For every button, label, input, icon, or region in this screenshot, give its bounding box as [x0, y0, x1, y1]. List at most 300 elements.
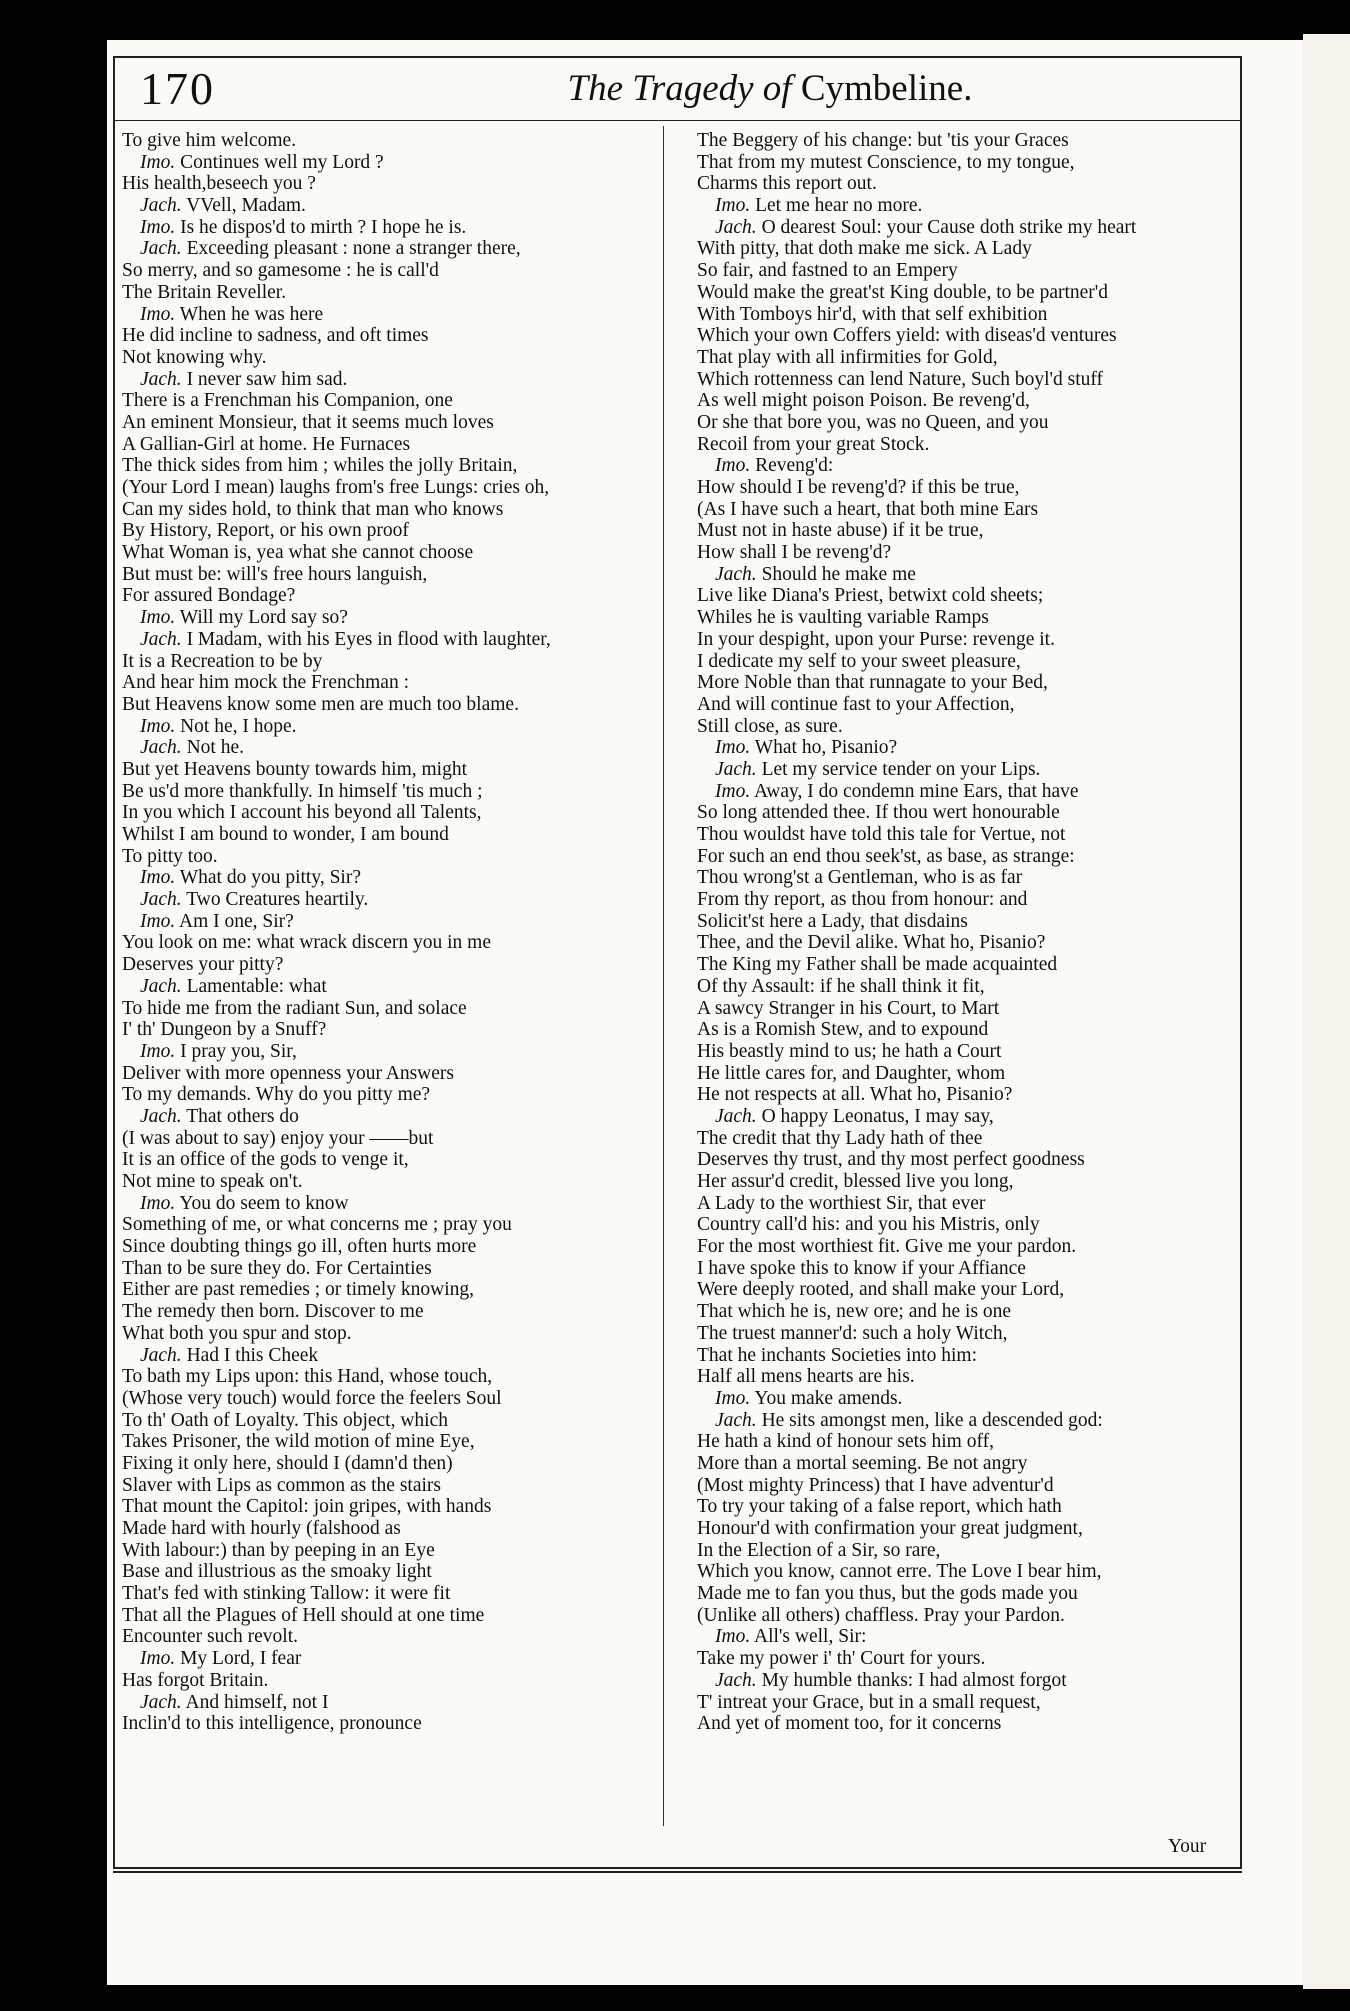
line-text: To hide me from the radiant Sun, and solace	[122, 997, 467, 1019]
line-text: Reveng'd:	[750, 455, 834, 477]
text-line	[122, 1171, 682, 1193]
text-line	[122, 1366, 682, 1388]
line-text: His health,beseech you ?	[122, 173, 316, 195]
text-line	[122, 846, 682, 868]
line-text: Will my Lord say so?	[175, 607, 348, 629]
line-text: How should I be reveng'd? if this be true,	[697, 477, 1020, 498]
line-text: Has forgot Britain.	[122, 1669, 269, 1691]
text-line	[697, 846, 1242, 868]
line-text: With pitty, that doth make me sick. A Lady	[697, 238, 1032, 260]
text-line	[697, 1106, 1242, 1128]
speaker-name: Jach.	[140, 889, 182, 911]
line-text: With labour:) than by peeping in an Eye	[122, 1539, 435, 1561]
speaker-name: Jach.	[715, 216, 757, 238]
line-text: Something of me, or what concerns me ; pray you	[122, 1214, 512, 1236]
text-line	[122, 542, 682, 564]
line-text: That from my mutest Conscience, to my tongue,	[697, 151, 1075, 173]
catchword: Your	[1168, 1836, 1207, 1857]
text-line	[697, 1366, 1242, 1388]
line-text: Inclin'd to this intelligence, pronounce	[122, 1713, 422, 1735]
text-line	[697, 1540, 1242, 1562]
speaker-name: Jach.	[715, 563, 757, 585]
line-text: Whilst I am bound to wonder, I am bound	[122, 824, 449, 845]
text-line	[122, 1410, 682, 1432]
text-line	[122, 347, 682, 369]
text-line	[697, 152, 1242, 174]
page-number: 170	[140, 63, 215, 114]
text-line	[122, 520, 682, 542]
line-text: Should he make me	[756, 563, 916, 585]
line-text: Exceeding pleasant : none a stranger there,	[181, 238, 521, 260]
line-text: That others do	[181, 1105, 299, 1127]
speaker-name: Jach.	[715, 1409, 757, 1431]
text-line	[122, 1540, 682, 1562]
speaker-name: Imo.	[715, 737, 751, 759]
line-text: I' th' Dungeon by a Snuff?	[122, 1019, 327, 1041]
line-text: You make amends.	[750, 1387, 903, 1409]
text-line	[697, 1345, 1242, 1367]
text-line	[697, 1323, 1242, 1345]
speaker-name: Jach.	[140, 238, 182, 260]
line-text: He sits amongst men, like a descended god:	[756, 1409, 1103, 1431]
line-text: Country call'd his: and you his Mistris, only	[697, 1214, 1040, 1236]
text-line	[122, 1583, 682, 1605]
line-text: Which rottenness can lend Nature, Such boyl'd stuff	[697, 368, 1104, 390]
speaker-name: Jach.	[715, 758, 757, 780]
text-line	[122, 1648, 682, 1670]
text-line	[122, 802, 682, 824]
line-text: How shall I be reveng'd?	[697, 542, 892, 564]
line-text: By History, Report, or his own proof	[122, 520, 409, 542]
line-text: Deliver with more openness your Answers	[122, 1062, 454, 1084]
text-line	[697, 802, 1242, 824]
line-text: Let my service tender on your Lips.	[756, 758, 1041, 780]
text-line	[122, 1345, 682, 1367]
text-line	[697, 1258, 1242, 1280]
left-text-column	[122, 130, 682, 1735]
text-line	[697, 1041, 1242, 1063]
text-line	[697, 1453, 1242, 1475]
line-text: His beastly mind to us; he hath a Court	[697, 1040, 1002, 1062]
line-text: Either are past remedies ; or timely knowing,	[122, 1279, 474, 1301]
text-line	[697, 824, 1242, 846]
speaker-name: Imo.	[715, 455, 751, 477]
line-text: O dearest Soul: your Cause doth strike my heart	[756, 216, 1137, 238]
line-text: Made hard with hourly (falshood as	[122, 1518, 401, 1539]
text-line	[122, 217, 682, 239]
line-text: Thou wouldst have told this tale for Vertue, not	[697, 824, 1066, 845]
text-line	[122, 976, 682, 998]
text-line	[122, 238, 682, 260]
line-text: My Lord, I fear	[175, 1648, 302, 1670]
line-text: A Gallian-Girl at home. He Furnaces	[122, 433, 411, 455]
text-line	[697, 1561, 1242, 1583]
text-line	[122, 889, 682, 911]
line-text: It is a Recreation to be by	[122, 650, 323, 672]
line-text: The Britain Reveller.	[122, 281, 287, 303]
line-text: As well might poison Poison. Be reveng'd,	[697, 390, 1030, 412]
text-line	[122, 781, 682, 803]
text-line	[122, 477, 682, 499]
text-line	[122, 564, 682, 586]
line-text: He little cares for, and Daughter, whom	[697, 1062, 1006, 1084]
line-text: Had I this Cheek	[181, 1344, 319, 1366]
speaker-name: Jach.	[715, 1105, 757, 1127]
line-text: (As I have such a heart, that both mine Ears	[697, 498, 1039, 520]
speaker-name: Jach.	[140, 1691, 182, 1713]
line-text: Deserves thy trust, and thy most perfect goodness	[697, 1149, 1085, 1171]
line-text: Fixing it only here, should I (damn'd then)	[122, 1452, 453, 1474]
line-text: Not knowing why.	[122, 346, 267, 368]
speaker-name: Imo.	[140, 151, 176, 173]
text-line	[122, 607, 682, 629]
line-text: Honour'd with confirmation your great judgment,	[697, 1518, 1083, 1539]
line-text: More Noble than that runnagate to your Bed,	[697, 672, 1048, 694]
line-text: Half all mens hearts are his.	[697, 1366, 915, 1388]
line-text: Lamentable: what	[181, 975, 327, 997]
text-line	[697, 434, 1242, 456]
line-text: Whiles he is vaulting variable Ramps	[697, 607, 989, 629]
line-text: So long attended thee. If thou wert honourable	[697, 802, 1060, 824]
text-line	[697, 1388, 1242, 1410]
line-text: O happy Leonatus, I may say,	[756, 1105, 994, 1127]
text-line	[697, 304, 1242, 326]
text-line	[697, 1410, 1242, 1432]
speaker-name: Jach.	[140, 1344, 182, 1366]
line-text: (Your Lord I mean) laughs from's free Lungs: cries oh,	[122, 477, 550, 498]
text-line	[122, 260, 682, 282]
line-text: Which you know, cannot erre. The Love I bear him,	[697, 1561, 1102, 1583]
line-text: For the most worthiest fit. Give me your pardon.	[697, 1236, 1077, 1258]
text-line	[122, 911, 682, 933]
running-title-prefix: The Tragedy of	[567, 68, 801, 109]
text-line	[697, 1670, 1242, 1692]
line-text: Thee, and the Devil alike. What ho, Pisanio?	[697, 932, 1046, 954]
text-line	[122, 1301, 682, 1323]
text-line	[122, 434, 682, 456]
text-line	[697, 499, 1242, 521]
text-line	[122, 651, 682, 673]
text-line	[697, 1128, 1242, 1150]
bottom-rule	[113, 1871, 1242, 1873]
line-text: Let me hear no more.	[750, 195, 923, 217]
line-text: But must be: will's free hours languish,	[122, 563, 428, 585]
text-line	[122, 1214, 682, 1236]
line-text: In you which I account his beyond all Talents,	[122, 802, 482, 824]
line-text: Of thy Assault: if he shall think it fit,	[697, 975, 985, 997]
line-text: He did incline to sadness, and oft times	[122, 325, 429, 347]
line-text: My humble thanks: I had almost forgot	[756, 1669, 1067, 1691]
line-text: What both you spur and stop.	[122, 1322, 352, 1344]
text-line	[697, 737, 1242, 759]
text-line	[122, 282, 682, 304]
text-line	[122, 1323, 682, 1345]
text-line	[122, 173, 682, 195]
speaker-name: Jach.	[140, 1105, 182, 1127]
speaker-name: Jach.	[715, 1669, 757, 1691]
text-line	[697, 911, 1242, 933]
line-text: That he inchants Societies into him:	[697, 1344, 977, 1366]
line-text: Recoil from your great Stock.	[697, 433, 930, 455]
line-text: I never saw him sad.	[181, 368, 348, 390]
header-rule	[113, 120, 1242, 121]
speaker-name: Imo.	[715, 780, 751, 802]
text-line	[122, 716, 682, 738]
text-line	[122, 1236, 682, 1258]
text-line	[697, 1019, 1242, 1041]
line-text: So merry, and so gamesome : he is call'd	[122, 260, 439, 282]
line-text: The credit that thy Lady hath of thee	[697, 1127, 983, 1149]
text-line	[697, 867, 1242, 889]
speaker-name: Jach.	[140, 737, 182, 759]
line-text: And will continue fast to your Affection,	[697, 693, 1015, 715]
line-text: Takes Prisoner, the wild motion of mine Eye,	[122, 1431, 475, 1453]
line-text: He hath a kind of honour sets him off,	[697, 1431, 994, 1453]
text-line	[697, 998, 1242, 1020]
line-text: Were deeply rooted, and shall make your Lord,	[697, 1279, 1065, 1301]
line-text: Can my sides hold, to think that man who knows	[122, 498, 504, 520]
line-text: But Heavens know some men are much too blame.	[122, 693, 519, 715]
text-line	[122, 1149, 682, 1171]
text-line	[122, 824, 682, 846]
line-text: Not mine to speak on't.	[122, 1171, 303, 1192]
text-line	[697, 130, 1242, 152]
speaker-name: Imo.	[140, 303, 176, 325]
line-text: It is an office of the gods to venge it,	[122, 1149, 409, 1171]
line-text: To bath my Lips upon: this Hand, whose touch,	[122, 1366, 493, 1388]
line-text: In your despight, upon your Purse: revenge it.	[697, 628, 1055, 650]
line-text: All's well, Sir:	[750, 1626, 867, 1648]
text-line	[697, 694, 1242, 716]
line-text: The thick sides from him ; whiles the jolly Britain,	[122, 455, 518, 477]
text-line	[122, 1626, 682, 1648]
text-line	[122, 1258, 682, 1280]
line-text: To try your taking of a false report, which hath	[697, 1496, 1062, 1518]
text-line	[697, 260, 1242, 282]
line-text: Deserves your pitty?	[122, 954, 284, 976]
text-line	[697, 217, 1242, 239]
speaker-name: Imo.	[140, 1648, 176, 1670]
text-line	[122, 694, 682, 716]
text-line	[122, 1019, 682, 1041]
line-text: Continues well my Lord ?	[175, 151, 384, 173]
text-line	[697, 672, 1242, 694]
line-text: The King my Father shall be made acquainted	[697, 954, 1058, 976]
text-line	[122, 954, 682, 976]
speaker-name: Imo.	[140, 910, 176, 932]
line-text: A sawcy Stranger in his Court, to Mart	[697, 997, 1000, 1019]
line-text: For assured Bondage?	[122, 585, 296, 607]
text-line	[697, 1301, 1242, 1323]
text-line	[122, 629, 682, 651]
line-text: Thou wrong'st a Gentleman, who is as far	[697, 867, 1023, 889]
text-line	[697, 1279, 1242, 1301]
line-text: Made me to fan you thus, but the gods made you	[697, 1583, 1078, 1605]
text-line	[697, 629, 1242, 651]
text-line	[122, 1475, 682, 1497]
text-line	[122, 1128, 682, 1150]
line-text: To pitty too.	[122, 845, 218, 867]
line-text: T' intreat your Grace, but in a small request,	[697, 1691, 1041, 1713]
text-line	[697, 369, 1242, 391]
speaker-name: Imo.	[140, 1192, 176, 1214]
line-text: As is a Romish Stew, and to expound	[697, 1019, 989, 1041]
text-line	[697, 455, 1242, 477]
text-line	[122, 130, 682, 152]
line-text: He not respects at all. What ho, Pisanio?	[697, 1084, 1013, 1106]
line-text: A Lady to the worthiest Sir, that ever	[697, 1192, 986, 1214]
line-text: And yet of moment too, for it concerns	[697, 1713, 1002, 1735]
line-text: VVell, Madam.	[181, 195, 306, 217]
line-text: Two Creatures heartily.	[181, 889, 369, 911]
speaker-name: Jach.	[140, 975, 182, 997]
text-line	[697, 238, 1242, 260]
line-text: Not he.	[181, 737, 244, 759]
text-line	[122, 499, 682, 521]
line-text: I have spoke this to know if your Affiance	[697, 1257, 1026, 1279]
text-line	[122, 1193, 682, 1215]
facing-page-edge	[1303, 34, 1350, 1989]
line-text: In the Election of a Sir, so rare,	[697, 1539, 941, 1561]
text-line	[122, 325, 682, 347]
text-line	[697, 1692, 1242, 1714]
line-text: (Most mighty Princess) that I have adventur'd	[697, 1474, 1054, 1496]
line-text: What do you pitty, Sir?	[175, 867, 361, 889]
line-text: What Woman is, yea what she cannot choose	[122, 542, 474, 564]
line-text: Charms this report out.	[697, 173, 877, 195]
text-line	[697, 1626, 1242, 1648]
line-text: (Unlike all others) chaffless. Pray your Pardon.	[697, 1604, 1065, 1626]
line-text: Take my power i' th' Court for yours.	[697, 1648, 986, 1670]
line-text: With Tomboys hir'd, with that self exhibition	[697, 303, 1048, 325]
text-line	[697, 195, 1242, 217]
line-text: To my demands. Why do you pitty me?	[122, 1084, 431, 1106]
speaker-name: Jach.	[140, 628, 182, 650]
line-text: You look on me: what wrack discern you in me	[122, 932, 492, 954]
text-line	[122, 998, 682, 1020]
line-text: Base and illustrious as the smoaky light	[122, 1561, 432, 1583]
line-text: Since doubting things go ill, often hurts more	[122, 1236, 477, 1258]
text-line	[697, 1605, 1242, 1627]
text-line	[697, 325, 1242, 347]
text-line	[122, 1279, 682, 1301]
text-line	[122, 737, 682, 759]
speaker-name: Imo.	[140, 715, 176, 737]
line-text: That play with all infirmities for Gold,	[697, 346, 998, 368]
text-line	[122, 1692, 682, 1714]
text-line	[122, 195, 682, 217]
text-line	[697, 889, 1242, 911]
line-text: For such an end thou seek'st, as base, as strange:	[697, 845, 1075, 867]
line-text: There is a Frenchman his Companion, one	[122, 390, 453, 412]
text-line	[697, 932, 1242, 954]
text-line	[697, 781, 1242, 803]
speaker-name: Imo.	[715, 1387, 751, 1409]
text-line	[697, 173, 1242, 195]
text-line	[122, 412, 682, 434]
line-text: I pray you, Sir,	[175, 1040, 297, 1062]
line-text: And hear him mock the Frenchman :	[122, 672, 410, 694]
line-text: The Beggery of his change: but 'tis your Graces	[697, 130, 1069, 151]
text-line	[122, 867, 682, 889]
text-line	[122, 369, 682, 391]
running-title	[490, 64, 1050, 114]
text-line	[122, 1063, 682, 1085]
text-line	[122, 932, 682, 954]
line-text: Live like Diana's Priest, betwixt cold sheets;	[697, 585, 1044, 607]
line-text: Encounter such revolt.	[122, 1626, 298, 1648]
text-line	[122, 1605, 682, 1627]
text-line	[697, 282, 1242, 304]
line-text: But yet Heavens bounty towards him, might	[122, 758, 468, 780]
line-text: That mount the Capitol: join gripes, with hands	[122, 1496, 492, 1518]
line-text: The remedy then born. Discover to me	[122, 1301, 424, 1323]
line-text: From thy report, as thou from honour: and	[697, 889, 1028, 911]
speaker-name: Imo.	[140, 216, 176, 238]
text-line	[697, 1518, 1242, 1540]
line-text: Slaver with Lips as common as the stairs	[122, 1474, 441, 1496]
line-text: What ho, Pisanio?	[750, 737, 898, 759]
text-line	[122, 1561, 682, 1583]
text-line	[697, 1713, 1242, 1735]
line-text: (I was about to say) enjoy your ——but	[122, 1127, 434, 1149]
line-text: I Madam, with his Eyes in flood with laughter,	[181, 628, 551, 650]
text-line	[122, 304, 682, 326]
right-text-column	[697, 130, 1242, 1735]
line-text: Or she that bore you, was no Queen, and you	[697, 411, 1049, 433]
line-text: Must not in haste abuse) if it be true,	[697, 520, 984, 542]
line-text: That's fed with stinking Tallow: it were fit	[122, 1583, 451, 1605]
text-line	[697, 1084, 1242, 1106]
speaker-name: Imo.	[715, 1626, 751, 1648]
text-line	[697, 390, 1242, 412]
line-text: That all the Plagues of Hell should at one time	[122, 1604, 485, 1626]
text-line	[697, 1171, 1242, 1193]
text-line	[122, 759, 682, 781]
line-text: More than a mortal seeming. Be not angry	[697, 1452, 1028, 1474]
text-line	[122, 1106, 682, 1128]
text-line	[697, 759, 1242, 781]
line-text: So fair, and fastned to an Empery	[697, 260, 958, 282]
text-line	[697, 607, 1242, 629]
line-text: To th' Oath of Loyalty. This object, which	[122, 1409, 449, 1431]
line-text: That which he is, new ore; and he is one	[697, 1301, 1012, 1323]
text-line	[122, 585, 682, 607]
text-line	[697, 1236, 1242, 1258]
line-text: When he was here	[175, 303, 324, 325]
text-line	[697, 520, 1242, 542]
text-line	[697, 1583, 1242, 1605]
text-line	[697, 585, 1242, 607]
text-line	[122, 1713, 682, 1735]
line-text: Not he, I hope.	[175, 715, 297, 737]
text-line	[697, 477, 1242, 499]
line-text: Is he dispos'd to mirth ? I hope he is.	[175, 216, 467, 238]
line-text: To give him welcome.	[122, 130, 297, 151]
text-line	[697, 976, 1242, 998]
line-text: Would make the great'st King double, to be partner'd	[697, 281, 1109, 303]
line-text: (Whose very touch) would force the feelers Soul	[122, 1387, 502, 1409]
line-text: An eminent Monsieur, that it seems much loves	[122, 411, 494, 433]
line-text: Solicit'st here a Lady, that disdains	[697, 910, 968, 932]
line-text: Away, I do condemn mine Ears, that have	[750, 780, 1079, 802]
text-line	[122, 1670, 682, 1692]
text-line	[697, 1063, 1242, 1085]
text-line	[697, 954, 1242, 976]
line-text: You do seem to know	[175, 1192, 349, 1214]
text-line	[122, 390, 682, 412]
line-text: Than to be sure they do. For Certainties	[122, 1257, 432, 1279]
